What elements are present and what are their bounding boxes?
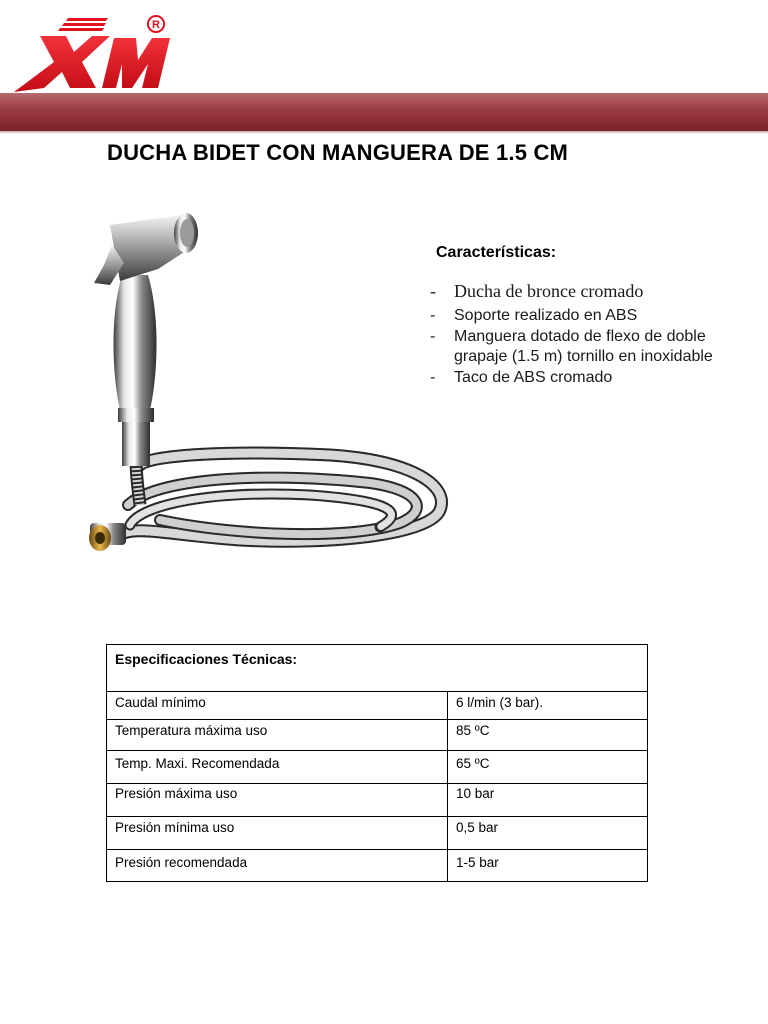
- spec-label: Presión máxima uso: [107, 784, 448, 817]
- spec-value: 10 bar: [448, 784, 648, 817]
- table-row: [107, 692, 648, 720]
- bidet-shower-hose-image: [80, 205, 460, 565]
- spec-label: Presión mínima uso: [107, 817, 448, 850]
- spec-value: 65 ºC: [448, 751, 648, 784]
- table-header-row: [107, 645, 648, 692]
- svg-text:R: R: [152, 19, 160, 31]
- features-heading: Características:: [436, 244, 557, 261]
- list-item: - Taco de ABS cromado: [430, 368, 613, 386]
- list-item: - Ducha de bronce cromado: [430, 281, 644, 301]
- spec-value: 1-5 bar: [448, 850, 648, 882]
- spec-value: 85 ºC: [448, 720, 648, 751]
- header-band: [0, 93, 768, 131]
- table-row: [107, 720, 648, 751]
- spec-value: 0,5 bar: [448, 817, 648, 850]
- page-title: DUCHA BIDET CON MANGUERA DE 1.5 CM: [107, 140, 569, 165]
- table-row: [107, 751, 648, 784]
- table-row: [107, 817, 648, 850]
- header-band-shadow: [0, 131, 768, 134]
- table-row: [107, 784, 648, 817]
- spec-label: Caudal mínimo: [107, 692, 448, 720]
- list-item: - Soporte realizado en ABS: [430, 307, 638, 324]
- list-item: - Manguera dotado de flexo de doble grapaje (1.5 m) tornillo en inoxidable: [430, 327, 713, 365]
- spec-label: Presión recomendada: [107, 850, 448, 882]
- spec-label: Temperatura máxima uso: [107, 720, 448, 751]
- spec-label: Temp. Maxi. Recomendada: [107, 751, 448, 784]
- features-list: [430, 280, 750, 388]
- spec-table: [106, 644, 648, 882]
- spec-table-heading: Especificaciones Técnicas:: [107, 645, 648, 692]
- table-row: [107, 850, 648, 882]
- spec-value: 6 l/min (3 bar).: [448, 692, 648, 720]
- xm-logo-icon: [10, 14, 170, 96]
